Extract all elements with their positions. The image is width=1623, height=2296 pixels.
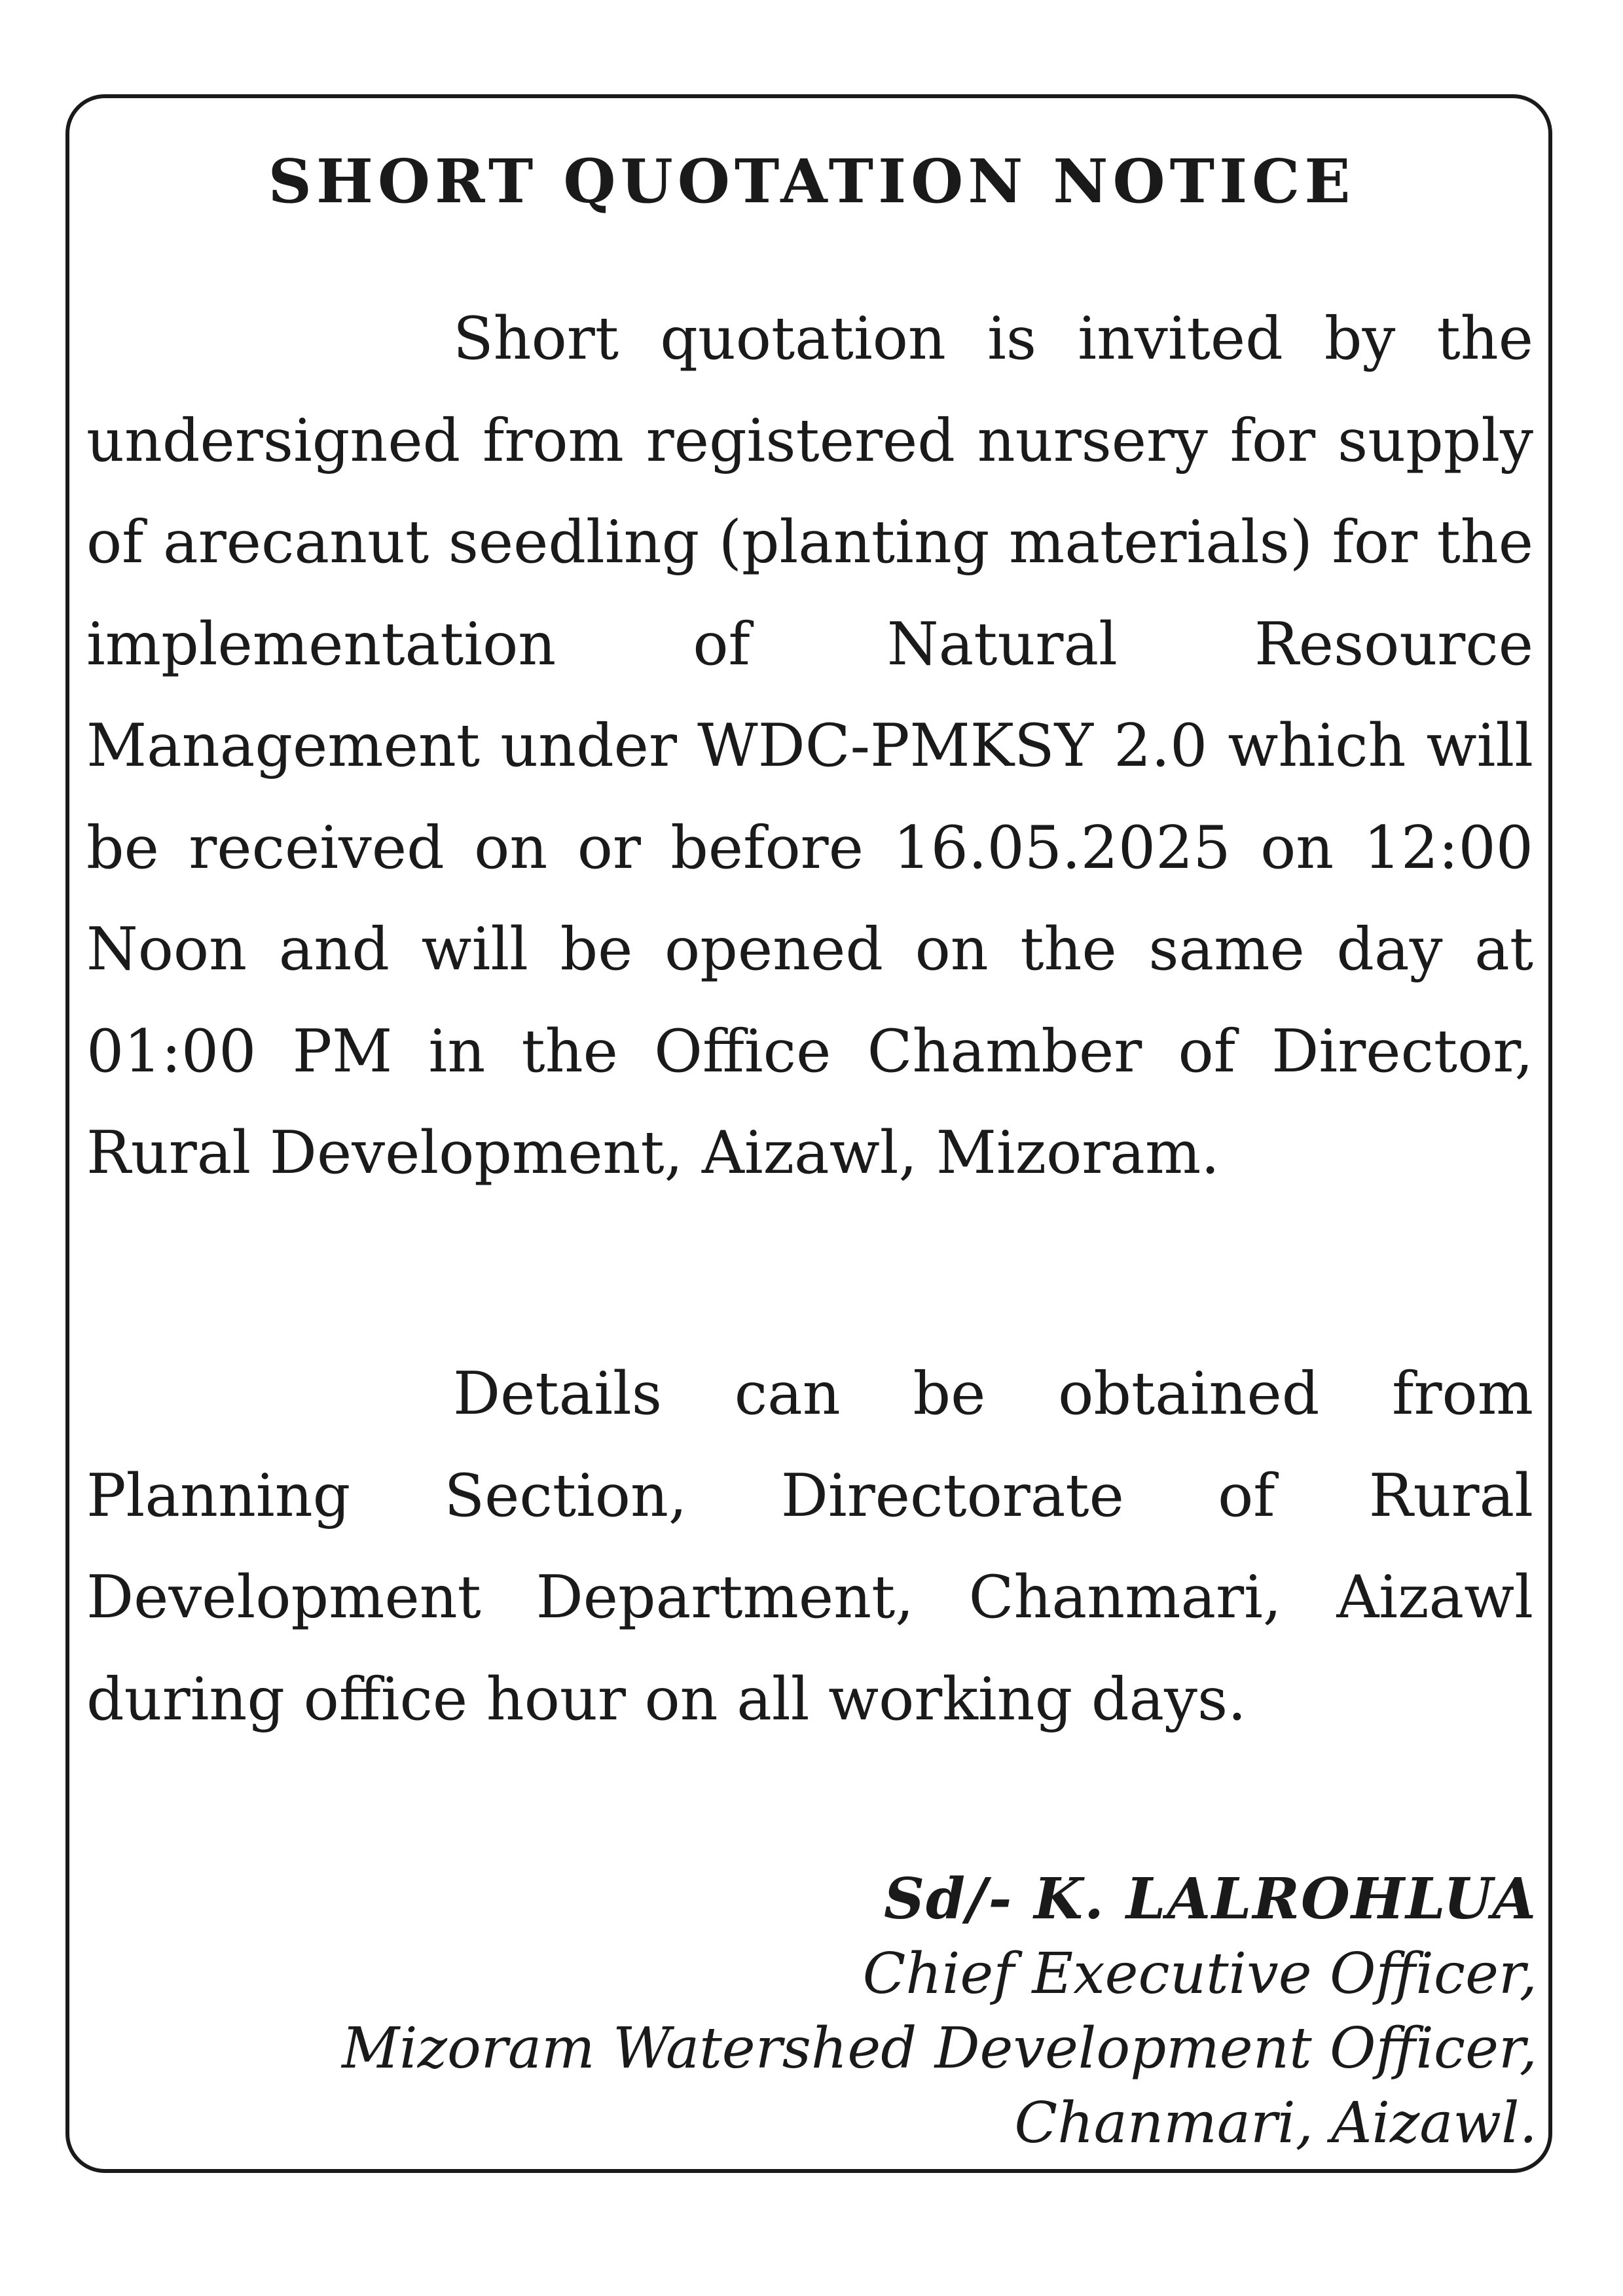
signatory-location: Chanmari, Aizawl.	[1014, 2090, 1537, 2156]
signature-block	[342, 1862, 1537, 2161]
signatory-name: Sd/- K. LALROHLUA	[883, 1866, 1537, 1932]
notice-paragraph-details: Details can be obtained from Planning Section, Directorate of Rural Development Department, Chanmari, Aizawl during office hour on all working days.	[86, 1359, 1533, 1734]
notice-paragraph-invitation: Short quotation is invited by the undersigned from registered nursery for supply of arecanut seedling (planting materials) for the implementation of Natural Resource Management under WDC-PMKSY 2.0 which will be received on or before 16.05.2025 on 12:00 Noon and will be opened on the same day at 01:00 PM in the Office Chamber of Director, Rural Development, Aizawl, Mizoram.	[86, 304, 1533, 1187]
signatory-office: Mizoram Watershed Development Officer,	[342, 2016, 1537, 2081]
notice-title: SHORT QUOTATION NOTICE	[268, 146, 1355, 217]
signatory-designation: Chief Executive Officer,	[862, 1941, 1537, 2007]
